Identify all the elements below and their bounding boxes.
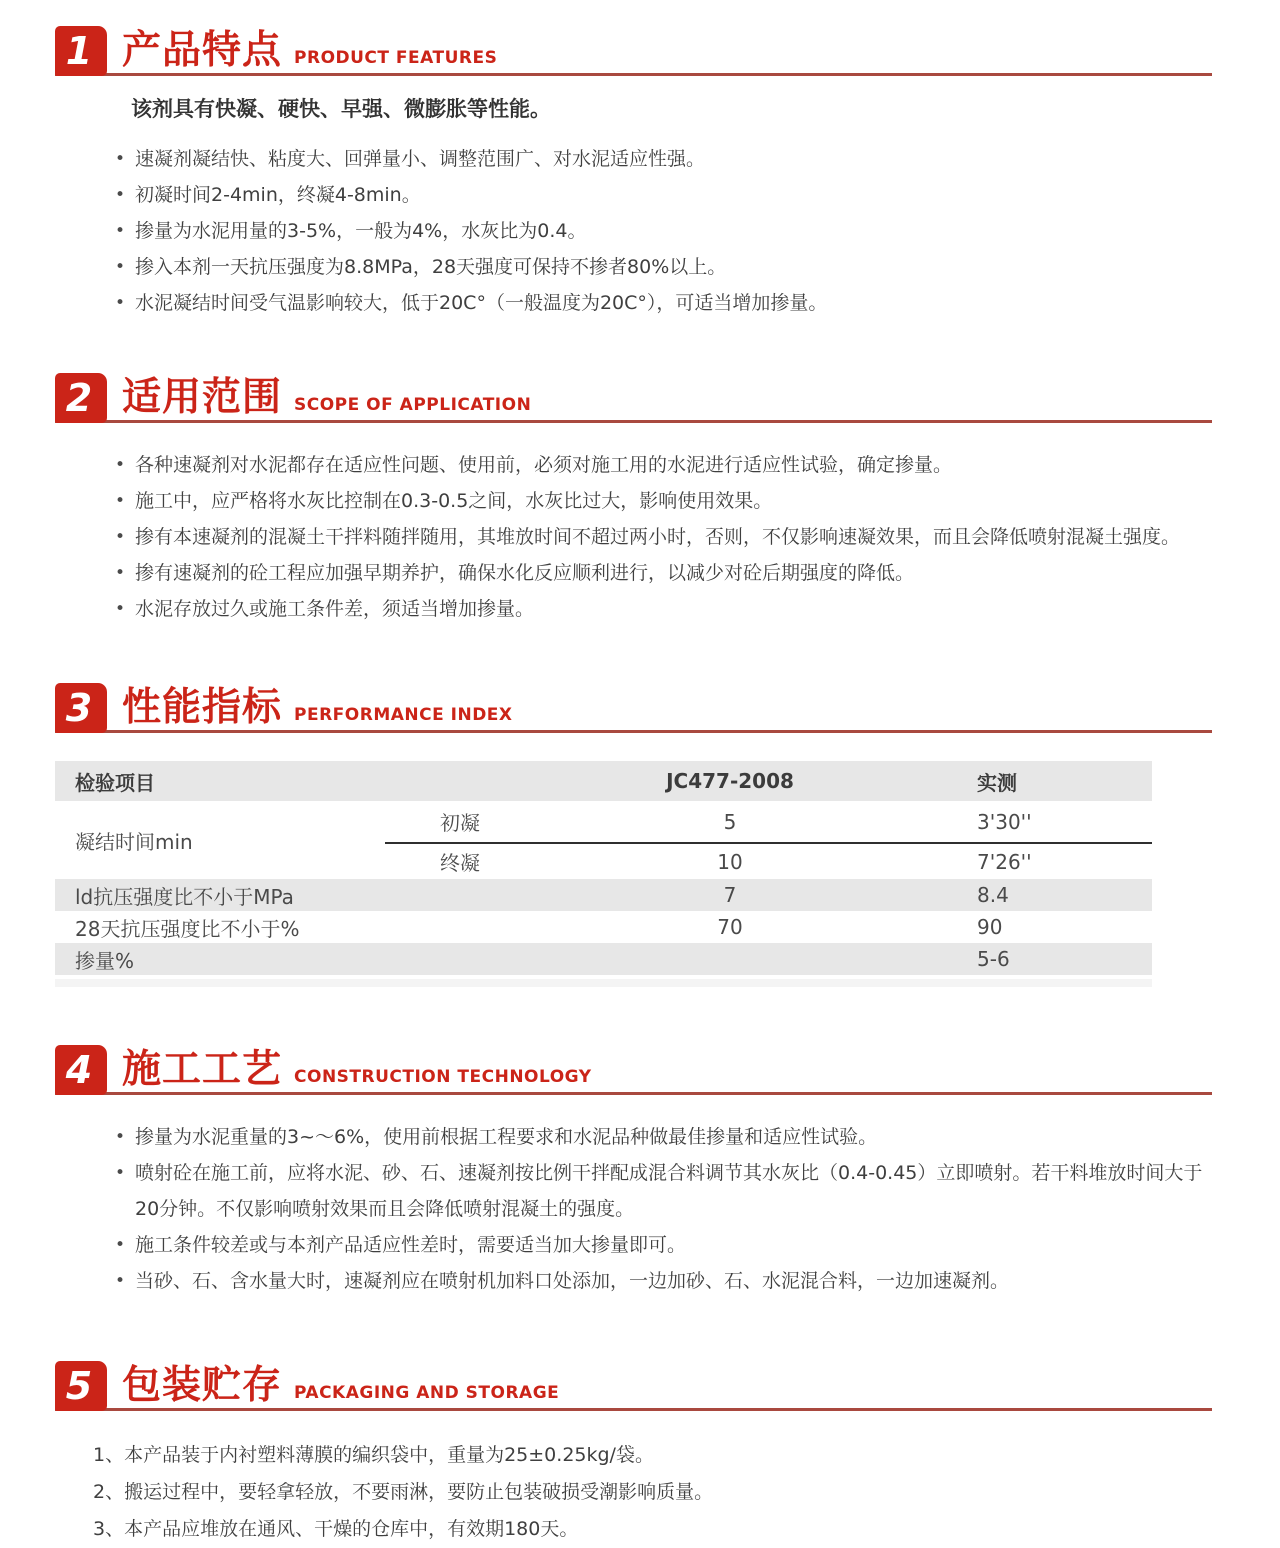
section-title: 适用范围	[122, 375, 283, 420]
section-subtitle: PRODUCT FEATURES	[294, 48, 498, 68]
scope-bullet-list	[115, 447, 1212, 627]
row-label: 28天抗压强度比不小于%	[75, 916, 300, 941]
section-number-badge-1	[55, 26, 107, 76]
section-performance-index	[55, 683, 1212, 987]
section-header-2	[55, 373, 1212, 423]
row-measured-value: 5-6	[977, 947, 1010, 971]
section-header-1	[55, 26, 1212, 76]
section-packaging-storage	[55, 1361, 1212, 1548]
setting-time-subrows	[385, 801, 1152, 879]
section-header-4	[55, 1045, 1212, 1095]
row-label: 掺量%	[75, 948, 135, 973]
subrow-label: 终凝	[440, 851, 480, 875]
table-row-dosage	[55, 943, 1152, 975]
section-number: 2	[65, 376, 93, 420]
section-subtitle: PACKAGING AND STORAGE	[294, 1383, 560, 1403]
bullet-item: • 水泥存放过久或施工条件差，须适当增加掺量。	[115, 591, 1212, 627]
section-title: 性能指标	[122, 685, 283, 730]
numbered-item: 1、本产品装于内衬塑料薄膜的编织袋中，重量为25±0.25kg/袋。	[93, 1444, 654, 1466]
section-subtitle: CONSTRUCTION TECHNOLOGY	[294, 1067, 592, 1087]
table-header-measured: 实测	[977, 770, 1017, 795]
section-title: 包装贮存	[122, 1363, 283, 1408]
subrow-standard-value: 10	[717, 849, 743, 874]
section-subtitle: SCOPE OF APPLICATION	[294, 395, 532, 415]
section-title: 产品特点	[122, 28, 283, 73]
section-number: 1	[65, 29, 93, 73]
features-intro-line: 该剂具有快凝、硬快、早强、微膨胀等性能。	[131, 97, 551, 121]
table-header-standard: JC477-2008	[666, 769, 794, 793]
section-number-badge-3	[55, 683, 107, 733]
section-header-5	[55, 1361, 1212, 1411]
bullet-item: • 掺量为水泥用量的3-5%，一般为4%，水灰比为0.4。	[115, 213, 1212, 249]
section-title: 施工工艺	[122, 1047, 283, 1092]
subrow-measured-value: 7'26''	[977, 849, 1032, 874]
bullet-item: • 水泥凝结时间受气温影响较大，低于20C°（一般温度为20C°），可适当增加掺量。	[115, 285, 1212, 321]
packaging-numbered-list	[93, 1437, 1212, 1548]
bullet-item: • 掺入本剂一天抗压强度为8.8MPa，28天强度可保持不掺者80%以上。	[115, 249, 1212, 285]
bullet-item: • 施工条件较差或与本剂产品适应性差时，需要适当加大掺量即可。	[115, 1227, 1212, 1263]
bullet-item: • 各种速凝剂对水泥都存在适应性问题、使用前，必须对施工用的水泥进行适应性试验，确定掺量。	[115, 447, 1212, 483]
row-measured-value: 90	[977, 915, 1003, 939]
row-measured-value: 8.4	[977, 883, 1009, 907]
numbered-item: 3、本产品应堆放在通风、干燥的仓库中，有效期180天。	[93, 1518, 579, 1540]
section-scope-of-application	[55, 373, 1212, 627]
features-bullet-list	[115, 141, 1212, 321]
row-standard-value: 70	[717, 915, 743, 939]
bullet-item: • 速凝剂凝结快、粘度大、回弹量小、调整范围广、对水泥适应性强。	[115, 141, 1212, 177]
section-header-3	[55, 683, 1212, 733]
table-subrow-final-set	[385, 844, 1152, 879]
section-number-badge-2	[55, 373, 107, 423]
table-subrow-initial-set	[385, 801, 1152, 842]
row-label: ld抗压强度比不小于MPa	[75, 884, 294, 909]
subrow-standard-value: 5	[723, 809, 737, 834]
bullet-item: • 喷射砼在施工前，应将水泥、砂、石、速凝剂按比例干拌配成混合料调节其水灰比（0.4-0.45）立即喷射。若干料堆放时间大于20分钟。不仅影响喷射效果而且会降低喷射混凝土的强度。	[115, 1155, 1212, 1227]
bullet-item: • 掺有本速凝剂的混凝土干拌料随拌随用，其堆放时间不超过两小时，否则，不仅影响速凝效果，而且会降低喷射混凝土强度。	[115, 519, 1212, 555]
section-subtitle: PERFORMANCE INDEX	[294, 705, 513, 725]
section-construction-technology	[55, 1045, 1212, 1299]
table-header-item: 检验项目	[75, 770, 155, 795]
performance-table	[55, 761, 1152, 987]
bullet-item: • 掺量为水泥重量的3~～6%，使用前根据工程要求和水泥品种做最佳掺量和适应性试验。	[115, 1119, 1212, 1155]
table-row-setting-time	[55, 801, 1152, 879]
subrow-measured-value: 3'30''	[977, 809, 1032, 834]
bullet-item: • 施工中，应严格将水灰比控制在0.3-0.5之间，水灰比过大，影响使用效果。	[115, 483, 1212, 519]
numbered-item: 2、搬运过程中，要轻拿轻放，不要雨淋，要防止包装破损受潮影响质量。	[93, 1481, 714, 1503]
row-standard-value: 7	[723, 883, 737, 907]
setting-time-label: 凝结时间min	[75, 829, 193, 854]
construction-bullet-list	[115, 1119, 1212, 1299]
section-number-badge-4	[55, 1045, 107, 1095]
table-row-1d-strength	[55, 879, 1152, 911]
bullet-item: • 掺有速凝剂的砼工程应加强早期养护，确保水化反应顺利进行，以减少对砼后期强度的降低。	[115, 555, 1212, 591]
section-number: 3	[65, 686, 93, 730]
table-row-28d-strength	[55, 911, 1152, 943]
section-product-features	[55, 26, 1212, 321]
bullet-item: • 当砂、石、含水量大时，速凝剂应在喷射机加料口处添加，一边加砂、石、水泥混合料，一边加速凝剂。	[115, 1263, 1212, 1299]
table-header-row	[55, 761, 1152, 801]
table-footer-strip	[55, 979, 1152, 987]
section-number: 4	[65, 1048, 93, 1092]
section-number: 5	[65, 1364, 93, 1408]
subrow-label: 初凝	[440, 811, 480, 835]
bullet-item: • 初凝时间2-4min，终凝4-8min。	[115, 177, 1212, 213]
section-number-badge-5	[55, 1361, 107, 1411]
